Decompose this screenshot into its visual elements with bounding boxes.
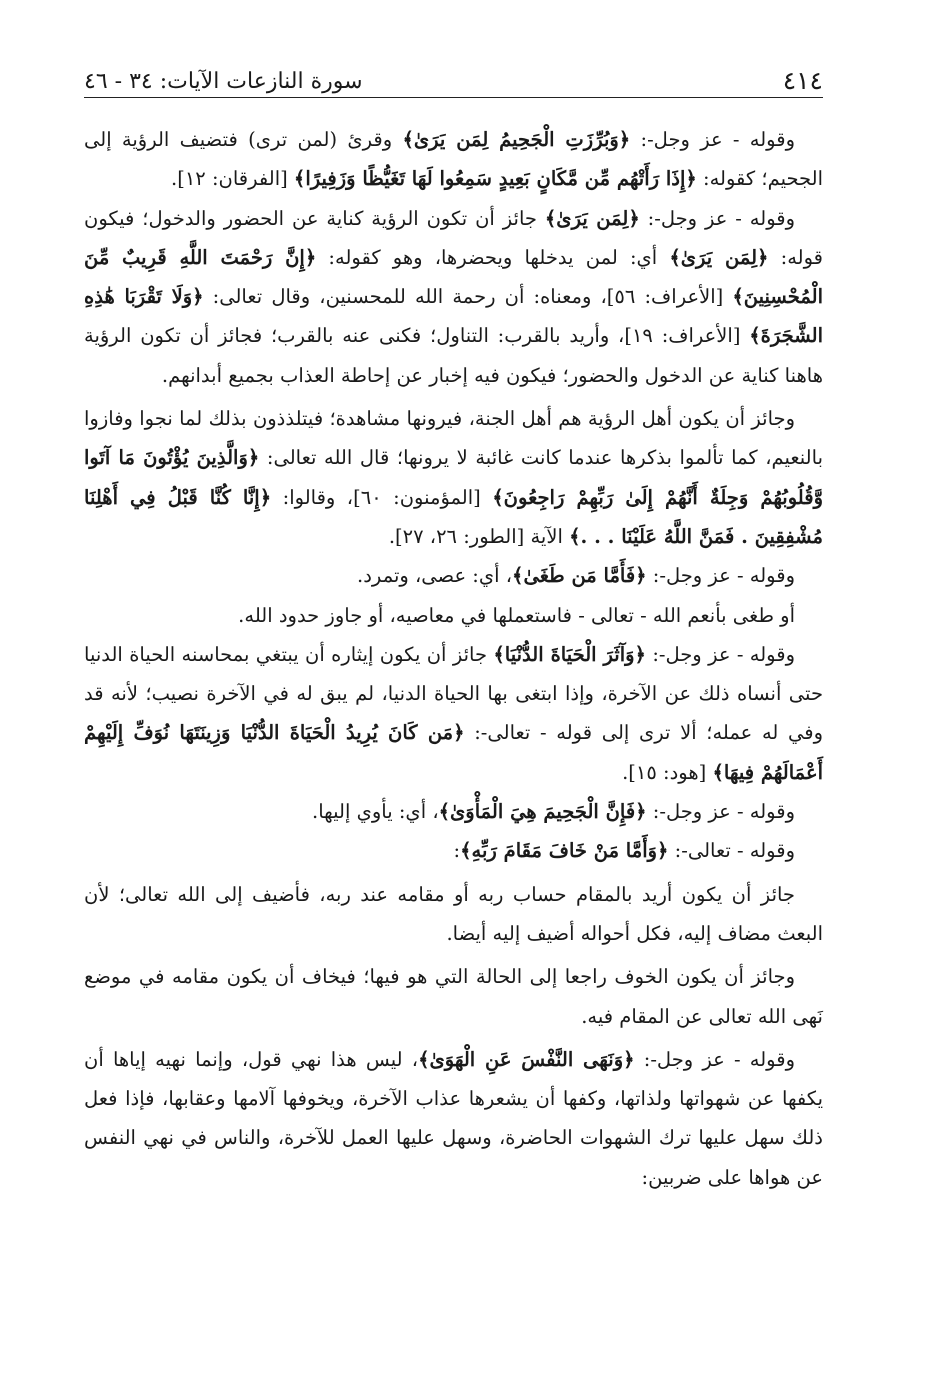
paragraph-text: [الأعراف: ٥٦]، ومعناه: أن رحمة الله للمحسنين، وقال تعالى:: [203, 285, 733, 309]
paragraph-text: أي: لمن يدخلها ويحضرها، وهو كقوله:: [316, 245, 670, 269]
page-header: [84, 58, 823, 98]
running-title: سورة النازعات الآيات: ٣٤ - ٤٦: [84, 69, 363, 94]
quran-verse: ﴿فَإِنَّ الْجَحِيمَ هِيَ الْمَأْوَىٰ﴾: [438, 800, 647, 824]
paragraph-text: ، أي: عصى، وتمرد.: [357, 564, 513, 588]
quran-verse: ﴿لِمَن يَرَىٰ﴾: [669, 245, 769, 269]
paragraph: [84, 635, 823, 792]
paragraph: [84, 399, 823, 556]
paragraph-text: وقوله - عز وجل-:: [646, 564, 795, 588]
quran-verse: ﴿فَأَمَّا مَن طَغَىٰ﴾: [512, 564, 647, 588]
paragraph-text: [الفرقان: ١٢].: [171, 167, 294, 191]
paragraph-text: وقوله - تعالى-:: [668, 839, 795, 863]
paragraph-text: [المؤمنون: ٦٠]، وقالوا:: [271, 485, 493, 509]
paragraph-text: أو طغى بأنعم الله - تعالى - فاستعملها في معاصيه، أو جاوز حدود الله.: [238, 603, 795, 627]
paragraph-text: [هود: ١٥].: [622, 760, 713, 784]
quran-verse: ﴿وَأَمَّا مَنْ خَافَ مَقَامَ رَبِّهِ﴾: [460, 839, 669, 863]
paragraph-text: جائز أن يكون أريد بالمقام حساب ربه أو مقامه عند ربه، فأضيف إلى الله تعالى؛ لأن البعث مضاف إليه، فكل أحواله أضيف إليه أيضا.: [84, 882, 823, 945]
quran-verse: ﴿وَلَا تَقْرَبَا هَٰذِهِ الشَّجَرَةَ﴾: [84, 285, 823, 348]
text-body: [84, 120, 823, 1197]
paragraph-text: وجائز أن يكون الخوف راجعا إلى الحالة التي هو فيها؛ فيخاف أن يكون مقامه في موضع نَهى الله تعالى عن المقام فيه.: [84, 965, 823, 1028]
paragraph-text: وقرئ (لمن ترى) فتضيف الرؤية إلى الجحيم؛ كقوله:: [84, 128, 823, 191]
paragraph: [84, 831, 823, 870]
paragraph-text: [الأعراف: ١٩]، وأريد بالقرب: التناول؛ فكنى عنه بالقرب؛ فجائز أن تكون الرؤية هاهنا كناية عن الدخول والحضور؛ فيكون فيه إخبار عن إحاطة العذاب بجميع أبدانهم.: [84, 324, 823, 387]
paragraph: [84, 199, 823, 395]
paragraph-text: وقوله - عز وجل-:: [634, 1047, 795, 1071]
paragraph-text: وقوله - عز وجل-:: [630, 128, 795, 151]
paragraph: [84, 596, 823, 635]
paragraph: [84, 120, 823, 199]
page-number: ٤١٤: [782, 66, 823, 95]
quran-verse: ﴿وَآثَرَ الْحَيَاةَ الدُّنْيَا﴾: [493, 642, 646, 666]
paragraph-text: وقوله - عز وجل-:: [639, 206, 796, 230]
paragraph-text: وجائز أن يكون أهل الرؤية هم أهل الجنة، فيرونها مشاهدة؛ فيتلذذون بذلك لما نجوا وفازوا بالنعيم، كما تألموا بذكرها عندما كانت غائبة لا يرونها؛ قال الله تعالى:: [84, 407, 823, 470]
quran-verse: ﴿وَالَّذِينَ يُؤْتُونَ مَا آتَوا وَّقُلُوبُهُمْ وَجِلَةٌ أَنَّهُمْ إِلَىٰ رَبِّهِمْ رَاجِعُونَ﴾: [84, 446, 824, 509]
quran-verse: ﴿مَن كَانَ يُرِيدُ الْحَيَاةَ الدُّنْيَا وَزِينَتَهَا نُوَفِّ إِلَيْهِمْ أَعْمَالَهُمْ فِيهَا﴾: [84, 721, 823, 784]
paragraph-text: ، ليس هذا نهي قول، وإنما نهيه إياها أن يكفها عن شهواتها ولذاتها، وكفها أن يشعرها عذاب الآخرة، ويخوفها آلامها وعقابها، فإذا فعل ذلك سهل عليها ترك الشهوات الحاضرة، وسهل عليها العمل للآخرة، والناس في نهي النفس عن هواها على ضربين:: [84, 1047, 823, 1189]
quran-verse: ﴿وَنَهَى النَّفْسَ عَنِ الْهَوَىٰ﴾: [418, 1047, 635, 1071]
paragraph-text: :: [453, 839, 461, 863]
paragraph: [84, 792, 823, 831]
quran-verse: ﴿لِمَن يَرَىٰ﴾: [544, 206, 640, 230]
quran-verse: ﴿إِنَّا كُنَّا قَبْلُ فِي أَهْلِنَا مُشْفِقِينَ . فَمَنَّ اللَّهُ عَلَيْنَا . . .﴾: [84, 485, 823, 548]
paragraph-text: وقوله - عز وجل-:: [646, 800, 795, 824]
paragraph: [84, 1040, 823, 1197]
paragraph-text: جائز أن يكون إيثاره أن يبتغي بمحاسنه الحياة الدنيا حتى أنساه ذلك عن الآخرة، وإذا ابتغى بها الحياة الدنيا، لم يبق له في الآخرة نصيب؛ لأنه قد وفي له عمله؛ ألا ترى إلى قوله - تعالى-:: [84, 642, 823, 745]
paragraph: [84, 875, 823, 954]
quran-verse: ﴿إِذَا رَأَتْهُم مِّن مَّكَانٍ بَعِيدٍ سَمِعُوا لَهَا تَغَيُّظًا وَزَفِيرًا﴾: [293, 167, 697, 191]
quran-verse: ﴿وَبُرِّزَتِ الْجَحِيمُ لِمَن يَرَىٰ﴾: [402, 128, 631, 151]
paragraph: [84, 957, 823, 1036]
quran-verse: ﴿إِنَّ رَحْمَتَ اللَّهِ قَرِيبٌ مِّنَ الْمُحْسِنِينَ﴾: [84, 245, 824, 309]
paragraph: [84, 556, 823, 595]
paragraph-text: وقوله - عز وجل-:: [645, 642, 795, 666]
paragraph-text: جائز أن تكون الرؤية كناية عن الحضور والدخول؛ فيكون قوله:: [84, 206, 823, 269]
paragraph-text: ، أي: يأوي إليها.: [312, 800, 439, 824]
paragraph-text: الآية [الطور: ٢٦، ٢٧].: [388, 524, 570, 548]
